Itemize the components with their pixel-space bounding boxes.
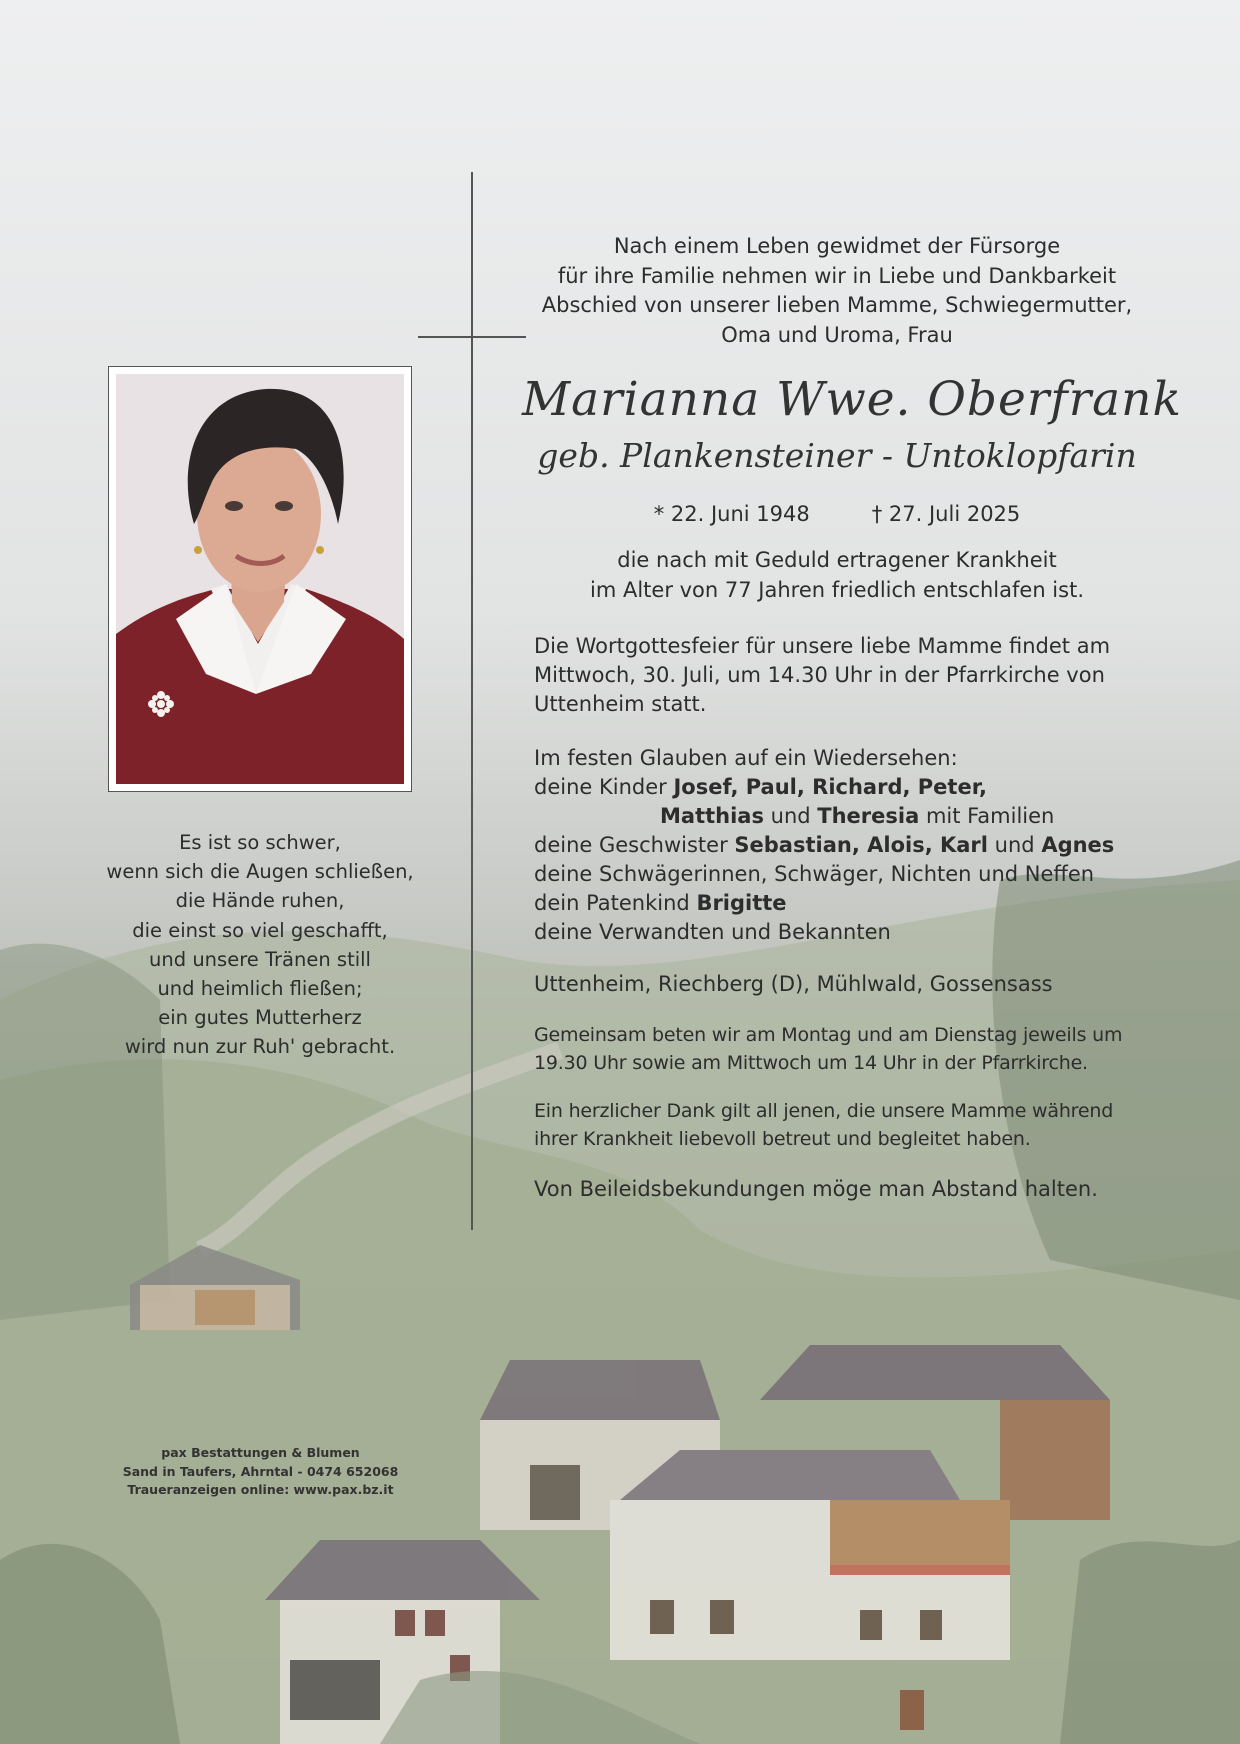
mourners-godchild bbox=[534, 889, 1144, 918]
godchild-prefix: dein Patenkind bbox=[534, 891, 697, 915]
godchild-name: Brigitte bbox=[696, 891, 787, 915]
prayer-line: Gemeinsam beten wir am Montag und am Dienstag jeweils um bbox=[534, 1024, 1123, 1046]
and-word: und bbox=[763, 804, 818, 828]
child-name-theresia: Theresia bbox=[817, 804, 920, 828]
thanks-note bbox=[534, 1098, 1144, 1153]
mourners-heading: Im festen Glauben auf ein Wiedersehen: bbox=[534, 746, 958, 770]
places: Uttenheim, Riechberg (D), Mühlwald, Gossensass bbox=[534, 972, 1053, 996]
mourners-relatives: deine Verwandten und Bekannten bbox=[534, 920, 891, 944]
mourners-list bbox=[534, 744, 1144, 947]
poem-line: ein gutes Mutterherz bbox=[158, 1006, 362, 1030]
cross-vertical-bar bbox=[471, 172, 473, 1230]
imprint-company: pax Bestattungen & Blumen bbox=[161, 1445, 360, 1460]
children-names: Josef, Paul, Richard, Peter, bbox=[673, 775, 987, 799]
prayer-line: 19.30 Uhr sowie am Mittwoch um 14 Uhr in der Pfarrkirche. bbox=[534, 1051, 1088, 1074]
with-families: mit Familien bbox=[919, 804, 1055, 828]
intro-line: Nach einem Leben gewidmet der Fürsorge bbox=[613, 234, 1061, 258]
passing-line: die nach mit Geduld ertragener Krankheit bbox=[617, 548, 1057, 572]
mourners-children-continued bbox=[534, 802, 1144, 831]
imprint-website: Traueranzeigen online: www.pax.bz.it bbox=[127, 1482, 394, 1497]
intro-line: für ihre Familie nehmen wir in Liebe und Dankbarkeit bbox=[557, 263, 1117, 288]
deceased-name: Marianna Wwe. Oberfrank bbox=[522, 372, 1182, 427]
passing-text bbox=[522, 546, 1152, 605]
memorial-poem bbox=[90, 828, 430, 1062]
portrait-frame bbox=[108, 366, 412, 792]
child-name-matthias: Matthias bbox=[660, 804, 764, 828]
poem-line: und unsere Tränen still bbox=[149, 947, 371, 971]
poem-line: wenn sich die Augen schließen, bbox=[106, 860, 414, 884]
poem-line: die einst so viel geschafft, bbox=[132, 918, 388, 942]
condolence-note: Von Beileidsbekundungen möge man Abstand halten. bbox=[534, 1177, 1098, 1201]
siblings-prefix: deine Geschwister bbox=[534, 833, 735, 857]
sibling-name-agnes: Agnes bbox=[1041, 833, 1115, 857]
intro-line: Oma und Uroma, Frau bbox=[721, 322, 953, 347]
intro-text bbox=[522, 232, 1152, 350]
birth-date: * 22. Juni 1948 bbox=[653, 502, 810, 526]
intro-line: Abschied von unserer lieben Mamme, Schwiegermutter, bbox=[541, 293, 1133, 317]
mourners-children bbox=[534, 773, 1144, 802]
birth-name: geb. Plankensteiner - Untoklopfarin bbox=[537, 436, 1137, 475]
and-word: und bbox=[988, 833, 1042, 857]
service-line: Uttenheim statt. bbox=[534, 692, 707, 716]
poem-line: die Hände ruhen, bbox=[175, 889, 345, 913]
thanks-line: Ein herzlicher Dank gilt all jenen, die unsere Mamme während bbox=[534, 1100, 1114, 1122]
service-line: Die Wortgottesfeier für unsere liebe Mamme findet am bbox=[534, 634, 1111, 658]
portrait-illustration bbox=[116, 374, 404, 784]
death-date: † 27. Juli 2025 bbox=[871, 502, 1021, 526]
mourners-siblings bbox=[534, 831, 1144, 860]
children-prefix: deine Kinder bbox=[534, 775, 674, 799]
service-line: Mittwoch, 30. Juli, um 14.30 Uhr in der Pfarrkirche von bbox=[534, 663, 1105, 687]
siblings-names: Sebastian, Alois, Karl bbox=[734, 833, 988, 857]
poem-line: wird nun zur Ruh' gebracht. bbox=[124, 1035, 396, 1059]
passing-line: im Alter von 77 Jahren friedlich entschlafen ist. bbox=[590, 577, 1084, 602]
imprint-address-phone: Sand in Taufers, Ahrntal - 0474 652068 bbox=[122, 1463, 399, 1479]
cross-horizontal-bar bbox=[418, 336, 526, 338]
poem-line: Es ist so schwer, bbox=[179, 831, 341, 854]
funeral-home-imprint bbox=[118, 1444, 403, 1500]
portrait-photo bbox=[116, 374, 404, 784]
thanks-line: ihrer Krankheit liebevoll betreut und begleitet haben. bbox=[534, 1127, 1031, 1150]
mourners-in-laws: deine Schwägerinnen, Schwäger, Nichten und Neffen bbox=[534, 862, 1095, 886]
prayer-announcement bbox=[534, 1022, 1144, 1077]
poem-line: und heimlich fließen; bbox=[157, 977, 363, 1001]
service-announcement bbox=[534, 632, 1144, 719]
life-dates bbox=[522, 500, 1152, 529]
